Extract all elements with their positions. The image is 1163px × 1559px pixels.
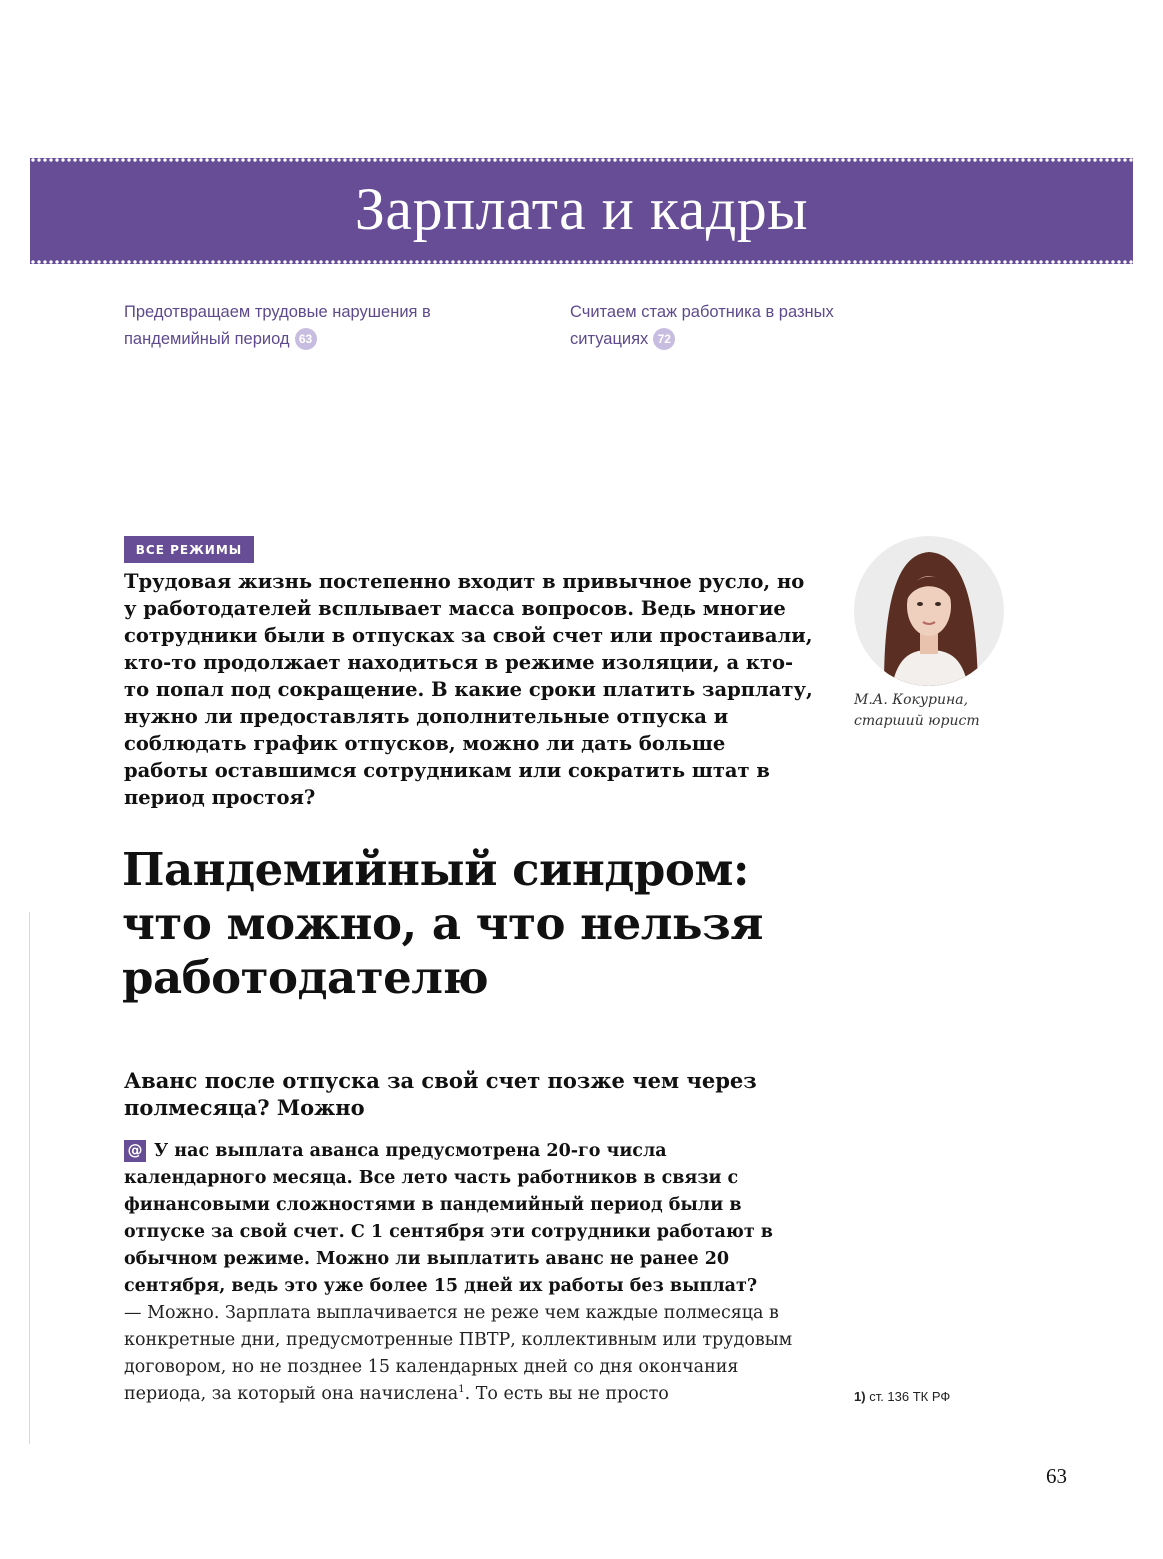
author-name: М.А. Кокурина, (854, 692, 969, 708)
section-title: Зарплата и кадры (354, 175, 809, 242)
article-headline: Пандемийный синдром: что можно, а что нельзя работодателю (122, 843, 763, 1004)
footnote-text: ст. 136 ТК РФ (869, 1389, 951, 1404)
author-avatar (854, 536, 1004, 686)
question-text: У нас выплата аванса предусмотрена 20-го числа календарного месяца. Все лето часть работников в связи с финансовыми сложностями в пандемийный период были в отпуске за свой счет. С 1 сентября эти сотрудники работают в обычном режиме. Можно ли выплатить аванс не ранее 20 сентября, ведь это уже более 15 дней их работы без выплат? (124, 1141, 773, 1296)
article-lead: Трудовая жизнь постепенно входит в привычное русло, но у работодателей всплывает масса вопросов. Ведь многие сотрудники были в отпусках за свой счет или простаивали, кто-то продолжает находиться в режиме изоляции, а кто-то попал под сокращение. В какие сроки платить зарплату, нужно ли предоставлять дополнительные отпуска и соблюдать график отпусков, можно ли дать больше работы оставшимся сотрудникам или сократить штат в период простоя? (124, 570, 813, 809)
author-role: старший юрист (854, 713, 980, 729)
answer-text (124, 1300, 814, 1408)
page-margin-line (29, 912, 30, 1444)
tax-regime-tag: ВСЕ РЕЖИМЫ (124, 536, 254, 563)
teaser-text: Считаем стаж работника в разных ситуациях (570, 303, 834, 348)
author-caption (854, 690, 1074, 732)
subsection-title: Аванс после отпуска за свой счет позже чем через полмесяца? Можно (124, 1068, 757, 1120)
answer-tail: . То есть вы не просто (464, 1384, 669, 1404)
reader-question (124, 1138, 814, 1300)
section-banner (30, 158, 1133, 264)
footnote (854, 1389, 1104, 1404)
teaser-text: Предотвращаем трудовые нарушения в пандемийный период (124, 303, 431, 348)
footnote-number: 1) (854, 1389, 866, 1404)
page-number: 63 (1046, 1464, 1067, 1488)
teaser-link[interactable] (124, 299, 444, 353)
teaser-link[interactable] (570, 299, 870, 353)
email-at-icon: @ (124, 1140, 146, 1162)
footnote-ref[interactable]: 1 (458, 1384, 465, 1396)
page-ref-badge: 63 (295, 328, 317, 350)
page-ref-badge: 72 (653, 328, 675, 350)
answer-main: — Можно. Зарплата выплачивается не реже чем каждые полмесяца в конкретные дни, предусмотренные ПВТР, коллективным или трудовым договором, но не позднее 15 календарных дней со дня окончания периода, за который она начислена (124, 1303, 793, 1404)
